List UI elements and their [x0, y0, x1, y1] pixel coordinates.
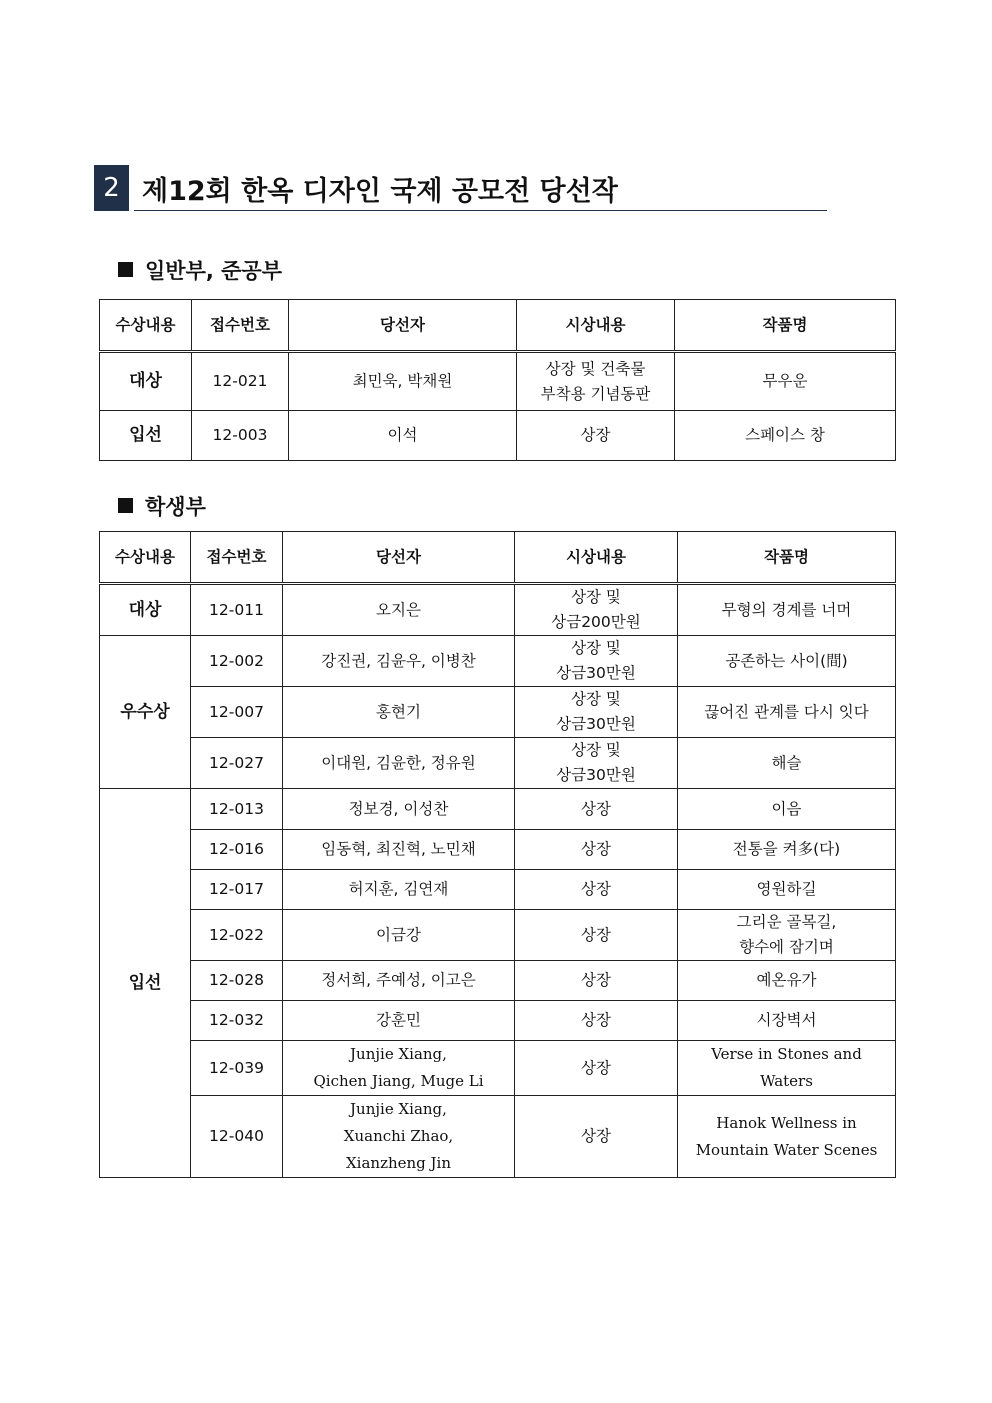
table-row — [100, 1096, 896, 1178]
column-header: 수상내용 — [100, 300, 192, 352]
winner-cell: 홍현기 — [283, 687, 515, 738]
work-title-cell: 영원하길 — [678, 870, 896, 910]
square-bullet-icon — [118, 262, 133, 277]
table-row — [100, 411, 896, 461]
award-cell: 대상 — [100, 352, 192, 411]
entry-number-cell: 12-007 — [191, 687, 283, 738]
prize-cell: 상장 및 상금30만원 — [515, 687, 678, 738]
prize-cell: 상장 — [515, 910, 678, 961]
entry-number-cell: 12-011 — [191, 584, 283, 636]
entry-number-cell: 12-039 — [191, 1041, 283, 1096]
table-row — [100, 961, 896, 1001]
prize-cell: 상장 — [515, 1041, 678, 1096]
winner-cell: 이석 — [289, 411, 517, 461]
prize-cell: 상장 — [515, 870, 678, 910]
page-title: 제12회 한옥 디자인 국제 공모전 당선작 — [142, 176, 618, 207]
prize-cell: 상장 — [515, 961, 678, 1001]
work-title-cell: 그리운 골목길, 향수에 잠기며 — [678, 910, 896, 961]
winner-cell: 정서희, 주예성, 이고은 — [283, 961, 515, 1001]
column-header: 작품명 — [678, 532, 896, 584]
prize-cell: 상장 및 건축물 부착용 기념동판 — [517, 352, 675, 411]
winner-cell: 이금강 — [283, 910, 515, 961]
student-awards-table — [99, 531, 896, 1178]
prize-cell: 상장 — [515, 1001, 678, 1041]
winner-cell: 정보경, 이성찬 — [283, 789, 515, 830]
award-cell: 대상 — [100, 584, 191, 636]
table-row — [100, 687, 896, 738]
work-title-cell: 예온유가 — [678, 961, 896, 1001]
winner-cell: 최민욱, 박채원 — [289, 352, 517, 411]
work-title-cell: 시장벽서 — [678, 1001, 896, 1041]
winner-cell: 허지훈, 김연재 — [283, 870, 515, 910]
winner-cell: Junjie Xiang, Xuanchi Zhao, Xianzheng Jin — [283, 1096, 515, 1178]
prize-cell: 상장 및 상금30만원 — [515, 636, 678, 687]
work-title-cell: 스페이스 창 — [675, 411, 896, 461]
work-title-cell: 전통을 켜多(다) — [678, 830, 896, 870]
winner-cell: 강진권, 김윤우, 이병찬 — [283, 636, 515, 687]
entry-number-cell: 12-017 — [191, 870, 283, 910]
table-row — [100, 910, 896, 961]
header-underline — [134, 210, 827, 211]
column-header: 당선자 — [283, 532, 515, 584]
entry-number-cell: 12-028 — [191, 961, 283, 1001]
square-bullet-icon — [118, 498, 133, 513]
student-section-title — [118, 491, 206, 521]
work-title-cell: 해슬 — [678, 738, 896, 789]
work-title-cell: 공존하는 사이(間) — [678, 636, 896, 687]
table-header-row — [100, 300, 896, 352]
column-header: 시상내용 — [515, 532, 678, 584]
column-header: 작품명 — [675, 300, 896, 352]
winner-cell: 강훈민 — [283, 1001, 515, 1041]
table-header-row — [100, 532, 896, 584]
table-row — [100, 584, 896, 636]
winner-cell: 이대원, 김윤한, 정유원 — [283, 738, 515, 789]
entry-number-cell: 12-013 — [191, 789, 283, 830]
work-title-cell: 이음 — [678, 789, 896, 830]
table-row — [100, 870, 896, 910]
entry-number-cell: 12-003 — [192, 411, 289, 461]
column-header: 수상내용 — [100, 532, 191, 584]
entry-number-cell: 12-032 — [191, 1001, 283, 1041]
column-header: 접수번호 — [191, 532, 283, 584]
column-header: 당선자 — [289, 300, 517, 352]
section-header — [94, 165, 827, 211]
table-row — [100, 830, 896, 870]
winner-cell: 오지은 — [283, 584, 515, 636]
section-number: 2 — [94, 165, 129, 211]
award-cell: 입선 — [100, 411, 192, 461]
work-title-cell: 끊어진 관계를 다시 잇다 — [678, 687, 896, 738]
prize-cell: 상장 — [515, 830, 678, 870]
prize-cell: 상장 및 상금30만원 — [515, 738, 678, 789]
table-row — [100, 636, 896, 687]
winner-cell: 임동혁, 최진혁, 노민채 — [283, 830, 515, 870]
entry-number-cell: 12-022 — [191, 910, 283, 961]
table-row — [100, 738, 896, 789]
entry-number-cell: 12-002 — [191, 636, 283, 687]
work-title-cell: 무형의 경계를 너머 — [678, 584, 896, 636]
award-cell: 우수상 — [100, 636, 191, 789]
table-row — [100, 352, 896, 411]
general-awards-table — [99, 299, 896, 461]
prize-cell: 상장 — [517, 411, 675, 461]
work-title-cell: Verse in Stones and Waters — [678, 1041, 896, 1096]
prize-cell: 상장 — [515, 789, 678, 830]
student-section-label: 학생부 — [145, 495, 206, 519]
prize-cell: 상장 — [515, 1096, 678, 1178]
table-row — [100, 1041, 896, 1096]
work-title-cell: Hanok Wellness in Mountain Water Scenes — [678, 1096, 896, 1178]
column-header: 시상내용 — [517, 300, 675, 352]
general-section-label: 일반부, 준공부 — [145, 259, 283, 283]
general-section-title — [118, 255, 282, 285]
prize-cell: 상장 및 상금200만원 — [515, 584, 678, 636]
table-row — [100, 789, 896, 830]
award-cell: 입선 — [100, 789, 191, 1178]
table-row — [100, 1001, 896, 1041]
entry-number-cell: 12-021 — [192, 352, 289, 411]
work-title-cell: 무우운 — [675, 352, 896, 411]
column-header: 접수번호 — [192, 300, 289, 352]
winner-cell: Junjie Xiang, Qichen Jiang, Muge Li — [283, 1041, 515, 1096]
entry-number-cell: 12-040 — [191, 1096, 283, 1178]
entry-number-cell: 12-027 — [191, 738, 283, 789]
entry-number-cell: 12-016 — [191, 830, 283, 870]
